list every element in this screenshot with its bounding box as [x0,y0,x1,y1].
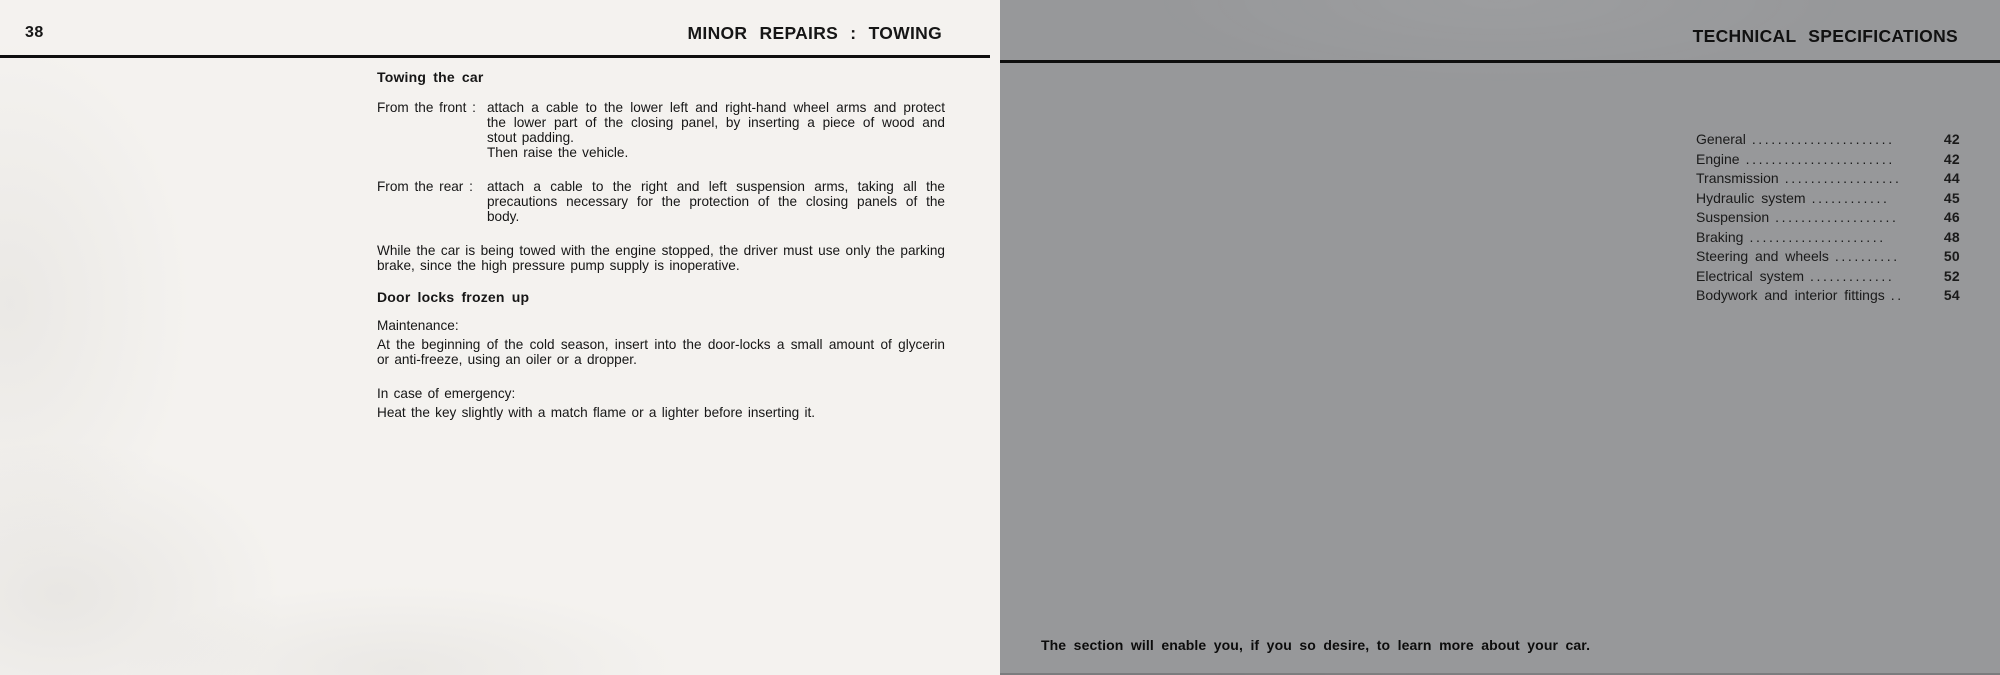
toc-row-transmission [1696,170,1960,190]
toc-row-steering-and-wheels [1696,248,1960,268]
towing-front-label: From the front : [377,100,476,115]
towing-front-paragraph: attach a cable to the lower left and right-hand wheel arms and protect the lower part of the closing panel, by inserting a piece of wood and stout padding. [487,100,945,145]
toc-row-electrical-system [1696,268,1960,288]
toc-label: Suspension [1696,209,1770,225]
toc-page-number: 45 [1943,189,1960,206]
towing-front-text [487,100,945,160]
toc-page-number: 48 [1943,228,1960,245]
toc-row-braking [1696,229,1960,249]
toc-page-number: 42 [1943,131,1960,147]
toc-label: Steering and wheels [1696,248,1829,264]
toc-label: Transmission [1696,170,1779,186]
emergency-label: In case of emergency: [377,386,516,401]
door-locks-heading: Door locks frozen up [377,289,530,305]
right-page-title: TECHNICAL SPECIFICATIONS [1692,26,1958,46]
toc-row-suspension [1696,209,1960,229]
toc-label: Electrical system [1696,267,1805,284]
left-page-title: MINOR REPAIRS : TOWING [687,23,942,43]
towing-front-paragraph-2: Then raise the vehicle. [487,145,629,160]
emergency-paragraph: Heat the key slightly with a match flame or a lighter before inserting it. [377,405,816,420]
toc-label: General [1696,131,1746,147]
towing-front-row [377,100,945,160]
toc-page-number: 46 [1943,209,1960,225]
toc-row-general [1696,131,1960,151]
right-header-rule [1000,60,2000,63]
toc-label: Braking [1696,228,1744,245]
toc-label: Bodywork and interior fittings [1696,287,1885,303]
section-intro-note: The section will enable you, if you so desire, to learn more about your car. [1041,637,1591,653]
toc-page-number: 50 [1943,248,1960,264]
toc-dot-leader: .. [1890,287,1904,303]
toc-row-hydraulic-system [1696,190,1960,210]
toc-page-number: 44 [1943,170,1960,186]
toc-row-engine [1696,151,1960,171]
toc-dot-leader: ................... [1775,209,1899,225]
toc-row-bodywork-and-interior-fittings [1696,287,1960,307]
toc-dot-leader: ..................... [1749,228,1886,245]
toc-page-number: 54 [1943,287,1960,303]
towing-note-paragraph: While the car is being towed with the engine stopped, the driver must use only the parking brake, since the high pressure pump supply is inoperative. [377,243,945,273]
toc-page-number: 52 [1943,267,1960,284]
towing-rear-paragraph: attach a cable to the right and left suspension arms, taking all the precautions necessary for the protection of the closing panels of the body. [487,179,945,224]
toc-dot-leader: .................. [1784,170,1902,186]
toc-label: Engine [1696,150,1740,167]
toc-dot-leader: ............. [1810,267,1895,284]
maintenance-label: Maintenance: [377,318,459,333]
toc-page-number: 42 [1943,150,1960,167]
left-header-rule [0,55,990,58]
page-number: 38 [25,24,44,41]
towing-rear-row [377,179,945,224]
towing-rear-label: From the rear : [377,179,473,194]
towing-rear-text [487,179,945,224]
right-page [1000,0,2000,675]
toc-label: Hydraulic system [1696,189,1806,206]
left-page-body [377,70,945,420]
toc-list [1696,131,1960,307]
towing-heading: Towing the car [377,69,484,85]
toc-dot-leader: ............ [1811,189,1890,206]
toc-dot-leader: ...................... [1751,131,1895,147]
toc-dot-leader: .......... [1834,248,1900,264]
maintenance-paragraph: At the beginning of the cold season, insert into the door-locks a small amount of glycerin or anti-freeze, using an oiler or a dropper. [377,337,945,367]
toc-dot-leader: ....................... [1745,150,1895,167]
